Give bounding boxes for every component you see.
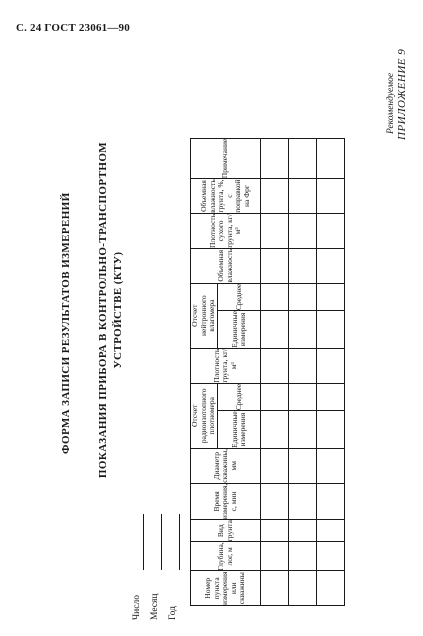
col-density-header: Плотность грунта, кг/м³ [191,348,261,383]
col-depth-header: Глубина, лог, м [191,542,261,571]
form-title: ФОРМА ЗАПИСИ РЕЗУЛЬТАТОВ ИЗМЕРЕНИЙ [60,192,72,454]
neutron-avg-header: Среднее [218,283,261,310]
table-cell [261,311,289,349]
table-cell [317,311,345,349]
table-cell [261,411,289,449]
date-field-day-line [143,514,144,570]
table-cell [289,483,317,519]
table-cell [317,411,345,449]
table-row [261,138,289,605]
col-time-header: Время измерения, с, мин [191,483,261,519]
table-cell [317,520,345,542]
col-point-header: Номер пункта измерения или скважины [191,571,261,606]
table-cell [317,542,345,571]
table-cell [261,571,289,606]
group-neutron-header: Отсчет нейтронного влагомера [191,283,218,348]
table-cell [289,542,317,571]
date-field-month: Месяц [150,593,160,620]
appendix-label: ПРИЛОЖЕНИЕ 9 [396,48,408,140]
col-diameter-header: Диаметр скважины, мм [191,448,261,483]
table-cell [317,348,345,383]
table-cell [261,248,289,283]
table-cell [289,213,317,248]
date-field-year: Год [168,606,178,620]
table-cell [289,311,317,349]
date-field-day: Число [132,595,142,620]
table-cell [289,448,317,483]
measurement-table [190,138,345,606]
table-cell [261,483,289,519]
table-cell [261,383,289,410]
table-cell [289,411,317,449]
table-cell [289,283,317,310]
table-row [317,138,345,605]
group-radio-header: Отсчет радиоизотопного плотномера [191,383,218,448]
form-subtitle: ПОКАЗАНИЯ ПРИБОРА В КОНТРОЛЬНО-ТРАНСПОРТНОМ УСТРОЙСТВЕ (КТУ) [97,141,124,479]
table-cell [317,383,345,410]
table-cell [261,138,289,179]
table-cell [317,571,345,606]
table-cell [289,179,317,214]
table-cell [317,483,345,519]
page-header: С. 24 ГОСТ 23061—90 [16,22,130,34]
radio-avg-header: Среднее [218,383,261,410]
col-moisture-vol-header: Объемная влажность [191,248,261,283]
table-cell [317,248,345,283]
date-field-month-line [161,514,162,570]
table-cell [261,213,289,248]
table-cell [317,138,345,179]
table-row [289,138,317,605]
col-dry-density-header: Плотность сухого грунта, кг/м³ [191,213,261,248]
table-cell [289,248,317,283]
neutron-single-header: Единичные измерения [218,311,261,349]
table-cell [289,348,317,383]
table-cell [317,283,345,310]
radio-single-header: Единичные измерения [218,411,261,449]
table-cell [289,571,317,606]
table-cell [317,179,345,214]
table-cell [317,213,345,248]
table-cell [261,520,289,542]
table-cell [289,520,317,542]
date-field-year-line [179,514,180,570]
col-note-header: Примечание [191,138,261,179]
table-cell [261,448,289,483]
table-cell [261,179,289,214]
col-moisture-corr-header: Объемная влажность грунта, %, с поправкой на Фрг [191,179,261,214]
table-cell [261,348,289,383]
appendix-status: Рекомендуемое [386,72,396,134]
col-soil-header: Вид грунта [191,520,261,542]
table-cell [289,138,317,179]
table-cell [317,448,345,483]
table-cell [261,283,289,310]
table-cell [261,542,289,571]
table-cell [289,383,317,410]
